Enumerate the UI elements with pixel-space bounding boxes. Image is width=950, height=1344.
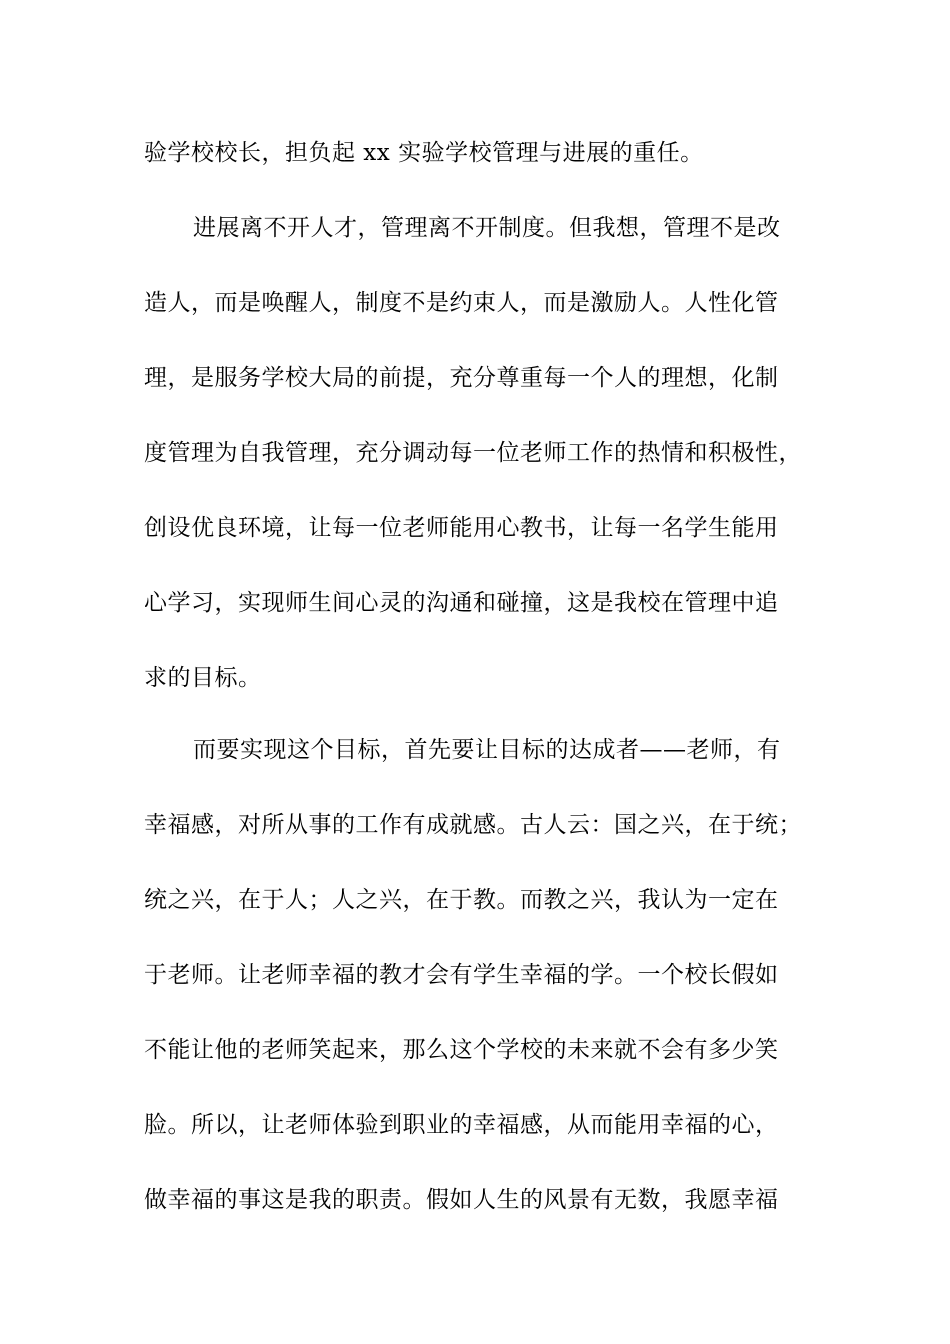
text-line-1: 验学校校长，担负起 xx 实验学校管理与进展的重任。 <box>144 140 704 166</box>
text-line-9: 而要实现这个目标，首先要让目标的达成者——老师，有 <box>193 737 781 763</box>
text-line-6: 创设优良环境，让每一位老师能用心教书，让每一名学生能用 <box>144 515 779 541</box>
text-line-5: 度管理为自我管理，充分调动每一位老师工作的热情和积极性， <box>144 440 802 466</box>
text-line-4: 理，是服务学校大局的前提，充分尊重每一个人的理想，化制 <box>144 365 779 391</box>
text-line-10: 幸福感，对所从事的工作有成就感。古人云：国之兴，在于统； <box>144 812 802 838</box>
text-line-8: 求的目标。 <box>144 665 262 691</box>
text-line-15: 做幸福的事这是我的职责。假如人生的风景有无数，我愿幸福 <box>144 1187 779 1213</box>
text-line-12: 于老师。让老师幸福的教才会有学生幸福的学。一个校长假如 <box>144 962 779 988</box>
text-line-7: 心学习，实现师生间心灵的沟通和碰撞，这是我校在管理中追 <box>144 590 779 616</box>
text-line-14: 脸。所以，让老师体验到职业的幸福感，从而能用幸福的心， <box>144 1112 779 1138</box>
text-line-2: 进展离不开人才，管理离不开制度。但我想，管理不是改 <box>193 215 781 241</box>
text-line-3: 造人，而是唤醒人，制度不是约束人，而是激励人。人性化管 <box>144 290 779 316</box>
text-line-13: 不能让他的老师笑起来，那么这个学校的未来就不会有多少笑 <box>144 1037 779 1063</box>
text-line-11: 统之兴，在于人；人之兴，在于教。而教之兴，我认为一定在 <box>144 887 779 913</box>
